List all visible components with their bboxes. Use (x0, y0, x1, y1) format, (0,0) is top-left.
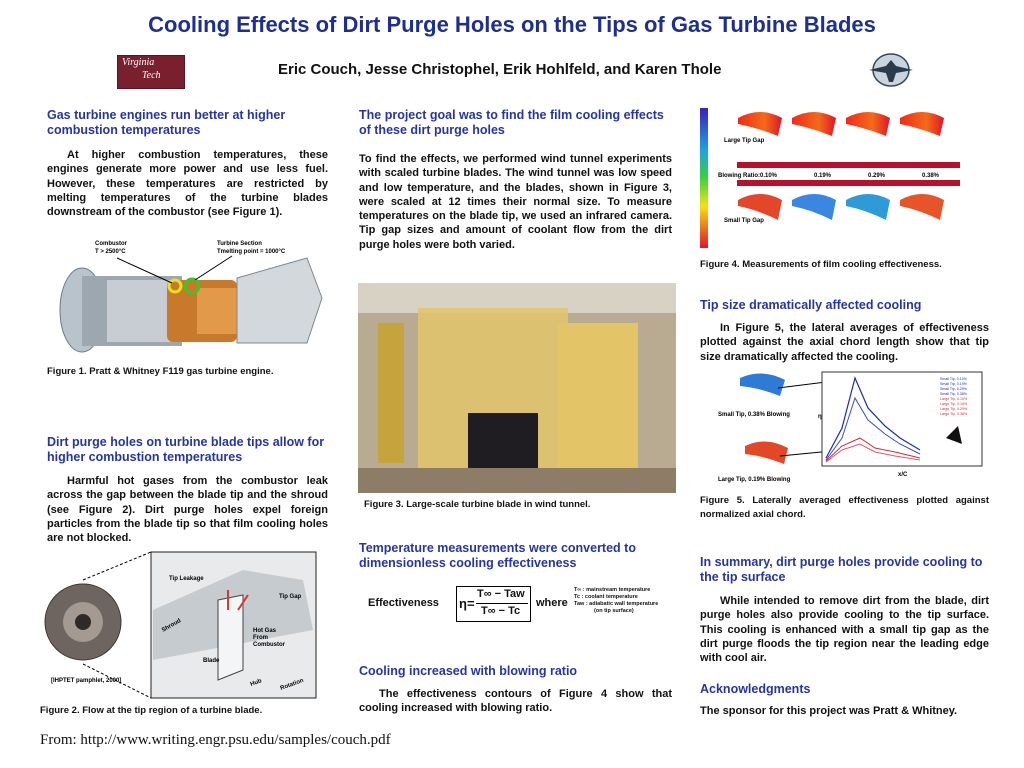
section-body-summary-text: While intended to remove dirt from the blade, dirt purge holes also provide cooling to the tip surface. This cooling is enhanced with a small tip gap as the dirt purge floods the tip region near the leading edge with cool air. (700, 595, 989, 665)
figure-5-caption: Figure 5. Laterally averaged effectiveness plotted against normalized axial chord. (700, 495, 989, 520)
equation-fraction-bar (476, 603, 528, 604)
equation-def-1: T∞ : mainstream temperature (574, 587, 651, 593)
fig4-blowing-ratio-1: 0.10% (760, 173, 778, 179)
equation-eta: η= (459, 596, 475, 611)
fig5-legend-5: Large Tip, 0.10% (940, 397, 968, 401)
section-body-blow (359, 687, 672, 716)
section-body-tip (700, 321, 989, 364)
fig5-legend-6: Large Tip, 0.19% (940, 402, 968, 406)
fig2-hub: Hub (249, 678, 263, 688)
fig5-legend-2: Small Tip, 0.19% (940, 382, 967, 386)
fig5-large-label: Large Tip, 0.19% Blowing (718, 477, 791, 483)
section-heading-goal: The project goal was to find the film cooling effects of these dirt purge holes (359, 108, 664, 137)
fig4-blowing-ratio-3: 0.29% (868, 173, 886, 179)
fig2-tip-gap: Tip Gap (279, 594, 302, 600)
fig5-legend-8: Large Tip, 0.38% (940, 412, 968, 416)
fig5-small-label: Small Tip, 0.38% Blowing (718, 412, 790, 418)
fig2-combustor: Combustor (253, 642, 285, 648)
equation-def-2: Tc : coolant temperature (574, 594, 638, 600)
section-body-tip-text: In Figure 5, the lateral averages of effectiveness plotted against the axial chord length show that tip size dramatically affected the cooling. (700, 322, 989, 363)
section-heading-blow: Cooling increased with blowing ratio (359, 664, 578, 678)
section-heading-dirt: Dirt purge holes on turbine blade tips allow for higher combustion temperatures (47, 435, 325, 464)
section-body-gas (47, 148, 328, 219)
section-heading-gas: Gas turbine engines run better at higher combustion temperatures (47, 108, 286, 137)
poster-title: Cooling Effects of Dirt Purge Holes on the Tips of Gas Turbine Blades (148, 12, 876, 37)
fig2-blade: Blade (203, 658, 220, 664)
fig5-legend-7: Large Tip, 0.29% (940, 407, 968, 411)
section-body-gas-text: At higher combustion temperatures, these engines generate more power and use less fuel. However, these temperatures are restricted by melting temperatures of the turbine blades downstream of the combustor (see Figure 1). (47, 149, 328, 219)
fig2-from: From (253, 635, 268, 641)
section-body-goal: To find the effects, we performed wind tunnel experiments with scaled turbine blades. The wind tunnel was low speed and low temperature, and the blades, shown in Figure 3, were scaled at 12 times their normal size. To measure temperatures on the blade tip, we used an infrared camera. Tip gap sizes and amount of coolant flow from the dirt purge holes were both varied. (359, 153, 672, 251)
section-body-dirt-text: Harmful hot gases from the combustor leak across the gap between the blade tip and the shroud (see Figure 2). Dirt purge holes expel foreign particles from the blade tip so that film cooling holes are not blocked. (47, 475, 328, 545)
figure-2-blade-tip (43, 550, 318, 700)
figure-3-wind-tunnel-photo (358, 283, 676, 493)
effectiveness-equation (368, 585, 668, 625)
logo-line-1: Virginia (122, 57, 155, 68)
fig2-tip-leakage: Tip Leakage (169, 576, 204, 582)
section-heading-summary: In summary, dirt purge holes provide cooling to the tip surface (700, 555, 983, 584)
figure-5-plot (700, 368, 990, 486)
section-body-dirt (47, 474, 328, 545)
section-body-ack: The sponsor for this project was Pratt & Whitney. (700, 705, 958, 717)
source-link-text: From: http://www.writing.engr.psu.edu/samples/couch.pdf (40, 732, 391, 748)
fig1-combustor-temp: T > 2500°C (95, 249, 126, 255)
fig4-blowing-ratio-2: 0.19% (814, 173, 832, 179)
equation-def-4: (on tip surface) (594, 608, 634, 614)
fig2-rotation: Rotation (279, 677, 305, 692)
figure-4-contours (700, 104, 970, 254)
fig2-source: [IHPTET pamphlet, 2000] (51, 678, 122, 684)
section-body-blow-text: The effectiveness contours of Figure 4 show that cooling increased with blowing ratio. (359, 688, 672, 715)
fig5-legend-4: Small Tip, 0.38% (940, 392, 967, 396)
pratt-whitney-eagle-logo (866, 50, 916, 90)
figure-2-caption: Figure 2. Flow at the tip region of a turbine blade. (40, 705, 263, 716)
fig4-blowing-label: Blowing Ratio: (718, 173, 760, 179)
logo-line-2: Tech (142, 70, 161, 81)
fig2-hot-gas: Hot Gas (253, 628, 277, 634)
fig4-small-tip-gap: Small Tip Gap (724, 218, 764, 224)
fig2-shroud: Shroud (161, 618, 183, 634)
equation-def-3: Taw : adiabatic wall temperature (574, 601, 659, 607)
equation-denominator: T∞ − Tc (481, 605, 521, 617)
figure-4-caption: Figure 4. Measurements of film cooling effectiveness. (700, 259, 942, 270)
poster-authors: Eric Couch, Jesse Christophel, Erik Hohlfeld, and Karen Thole (278, 61, 722, 78)
figure-3-caption: Figure 3. Large-scale turbine blade in wind tunnel. (364, 499, 591, 510)
section-body-summary (700, 594, 989, 665)
fig1-turbine-temp: Tmelting point = 1000°C (217, 249, 286, 255)
fig5-ylabel: η (818, 414, 822, 420)
equation-numerator: T∞ − Taw (477, 588, 525, 600)
equation-box (456, 586, 531, 622)
section-heading-ack: Acknowledgments (700, 682, 811, 696)
equation-where: where (536, 597, 568, 609)
fig5-legend-3: Small Tip, 0.29% (940, 387, 967, 391)
equation-definitions (574, 587, 658, 615)
equation-label: Effectiveness (368, 597, 439, 609)
fig5-xlabel: x/C (898, 472, 908, 478)
fig1-combustor-label: Combustor (95, 241, 127, 247)
virginia-tech-logo (117, 55, 185, 89)
figure-1-engine (47, 238, 327, 358)
fig4-blowing-ratio-4: 0.38% (922, 173, 940, 179)
fig5-legend-1: Small Tip, 0.10% (940, 377, 967, 381)
fig1-turbine-label: Turbine Section (217, 241, 262, 247)
section-heading-tip: Tip size dramatically affected cooling (700, 298, 922, 312)
section-heading-temp: Temperature measurements were converted to dimensionless cooling effectiveness (359, 541, 636, 570)
figure-1-caption: Figure 1. Pratt & Whitney F119 gas turbine engine. (47, 366, 274, 377)
fig4-large-tip-gap: Large Tip Gap (724, 138, 765, 144)
